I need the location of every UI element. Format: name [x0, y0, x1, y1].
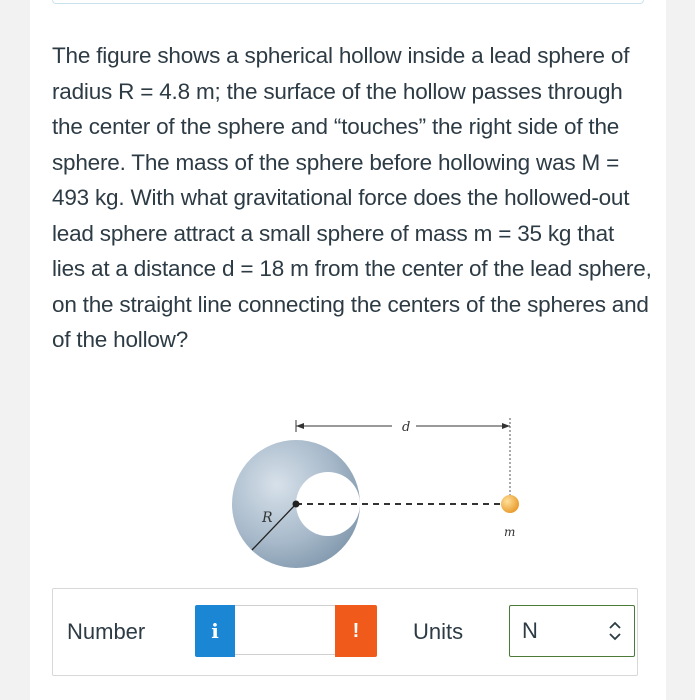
d-arrow-right [502, 423, 510, 429]
R-label: R [262, 510, 273, 526]
units-label: Units [413, 619, 464, 644]
chevron-updown-icon [608, 620, 622, 642]
problem-figure [190, 408, 516, 568]
top-divider [52, 0, 644, 4]
d-label: d [402, 420, 411, 435]
m-label: m [504, 525, 516, 539]
warning-icon[interactable]: ! [335, 605, 377, 657]
spherical-hollow [296, 472, 360, 536]
units-select[interactable] [509, 605, 635, 657]
d-arrow-left [296, 423, 304, 429]
number-input[interactable] [235, 605, 335, 655]
units-selected-value: N [522, 618, 538, 643]
problem-text: The figure shows a spherical hollow inside a lead sphere of radius R = 4.8 m; the surface of the hollow passes through the center of the sphere and “touches” the right side of the sphere. The mass of the sphere before hollowing was M = 493 kg. With what gravitational force does the hollowed-out lead sphere attract a small sphere of mass m = 35 kg that lies at a distance d = 18 m from the center of the lead sphere, on the straight line connecting the centers of the spheres and of the hollow? [52, 43, 652, 352]
answer-row [52, 588, 638, 676]
question-card [30, 0, 666, 700]
number-label: Number [67, 619, 146, 644]
info-icon[interactable]: i [195, 605, 235, 657]
small-sphere [501, 495, 519, 513]
